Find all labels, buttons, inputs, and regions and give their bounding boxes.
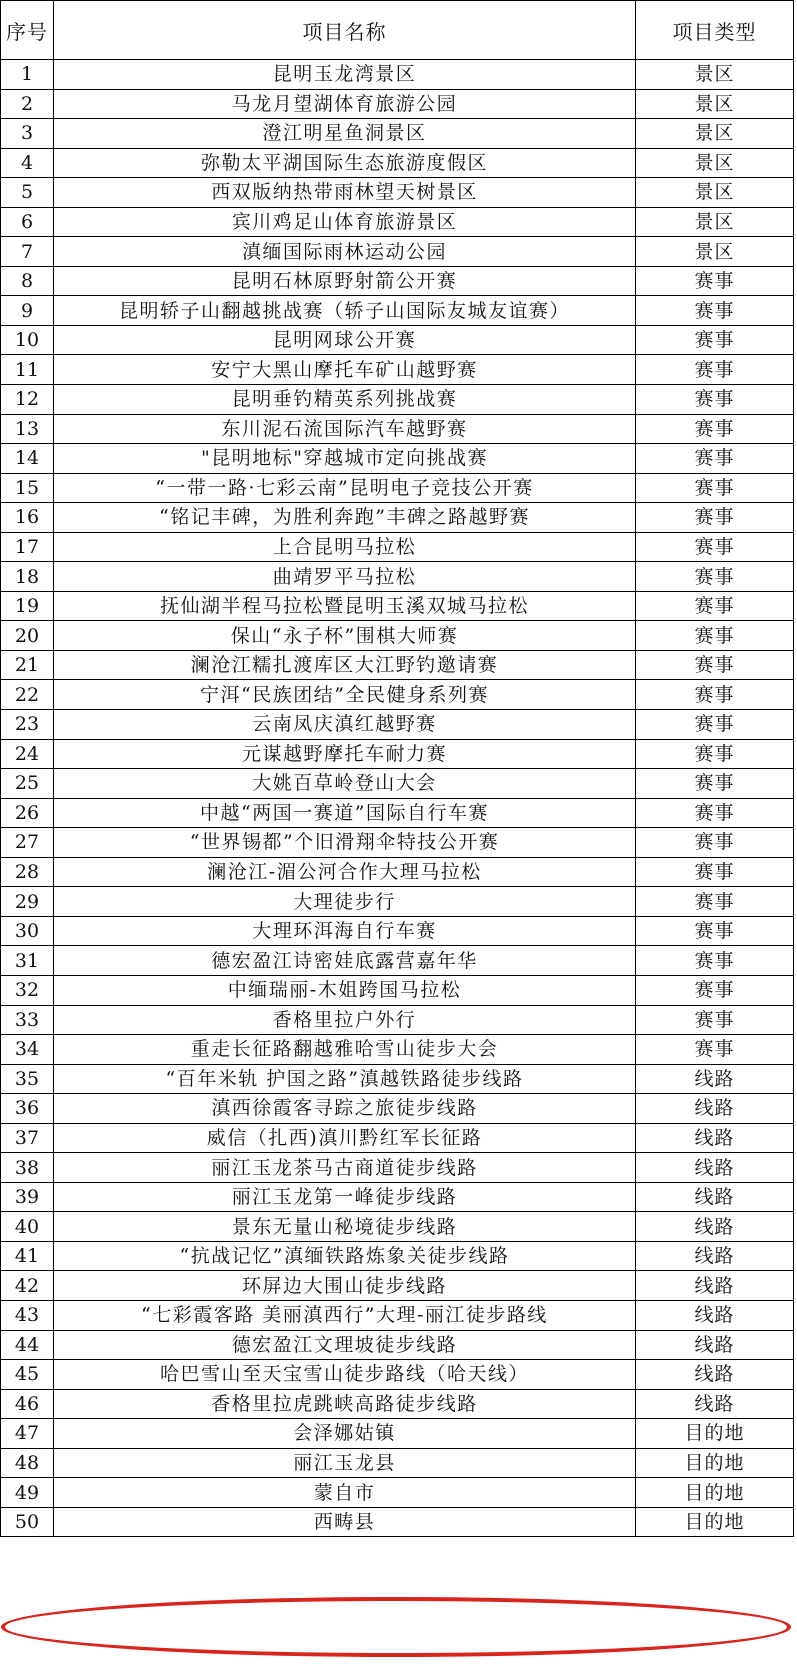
cell-index: 14 <box>1 444 54 474</box>
table-row <box>1 828 794 858</box>
table-row <box>1 562 794 592</box>
cell-index: 43 <box>1 1300 54 1330</box>
cell-index: 36 <box>1 1094 54 1124</box>
table-row <box>1 414 794 444</box>
cell-project-type: 赛事 <box>636 296 794 326</box>
table-row <box>1 385 794 415</box>
table-row <box>1 1153 794 1183</box>
cell-project-name: 云南凤庆滇红越野赛 <box>54 710 636 740</box>
cell-project-type: 景区 <box>636 119 794 149</box>
table-row <box>1 1123 794 1153</box>
table-row <box>1 1064 794 1094</box>
cell-project-type: 线路 <box>636 1389 794 1419</box>
table-row <box>1 1182 794 1212</box>
table-header <box>1 1 794 60</box>
table-row <box>1 1448 794 1478</box>
cell-index: 3 <box>1 119 54 149</box>
table-row <box>1 1330 794 1360</box>
cell-project-name: "昆明地标"穿越城市定向挑战赛 <box>54 444 636 474</box>
cell-project-type: 景区 <box>636 89 794 119</box>
table-row <box>1 591 794 621</box>
table-row <box>1 680 794 710</box>
cell-project-type: 赛事 <box>636 798 794 828</box>
cell-project-name: 昆明轿子山翻越挑战赛（轿子山国际友城友谊赛） <box>54 296 636 326</box>
table-row <box>1 1419 794 1449</box>
table-row <box>1 621 794 651</box>
cell-project-type: 目的地 <box>636 1478 794 1508</box>
cell-index: 40 <box>1 1212 54 1242</box>
cell-project-name: 德宏盈江诗密娃底露营嘉年华 <box>54 946 636 976</box>
cell-project-name: 德宏盈江文理坡徒步线路 <box>54 1330 636 1360</box>
cell-index: 42 <box>1 1271 54 1301</box>
cell-project-type: 赛事 <box>636 385 794 415</box>
cell-project-type: 线路 <box>636 1241 794 1271</box>
cell-index: 31 <box>1 946 54 976</box>
cell-project-type: 赛事 <box>636 591 794 621</box>
cell-index: 34 <box>1 1035 54 1065</box>
table-row <box>1 207 794 237</box>
cell-index: 30 <box>1 916 54 946</box>
cell-project-type: 线路 <box>636 1330 794 1360</box>
cell-project-type: 赛事 <box>636 562 794 592</box>
cell-index: 21 <box>1 650 54 680</box>
cell-project-type: 赛事 <box>636 1005 794 1035</box>
cell-index: 10 <box>1 325 54 355</box>
cell-project-name: 抚仙湖半程马拉松暨昆明玉溪双城马拉松 <box>54 591 636 621</box>
cell-index: 38 <box>1 1153 54 1183</box>
cell-project-name: 东川泥石流国际汽车越野赛 <box>54 414 636 444</box>
table-row <box>1 916 794 946</box>
cell-project-name: 大理徒步行 <box>54 887 636 917</box>
cell-index: 28 <box>1 857 54 887</box>
cell-project-type: 目的地 <box>636 1507 794 1537</box>
cell-project-type: 线路 <box>636 1300 794 1330</box>
cell-index: 29 <box>1 887 54 917</box>
table-row <box>1 325 794 355</box>
cell-project-name: 丽江玉龙县 <box>54 1448 636 1478</box>
cell-project-type: 景区 <box>636 178 794 208</box>
cell-project-type: 赛事 <box>636 680 794 710</box>
table-row <box>1 296 794 326</box>
cell-project-name: 大姚百草岭登山大会 <box>54 769 636 799</box>
cell-project-type: 线路 <box>636 1123 794 1153</box>
cell-index: 45 <box>1 1360 54 1390</box>
cell-project-type: 赛事 <box>636 503 794 533</box>
cell-index: 2 <box>1 89 54 119</box>
table-row <box>1 1478 794 1508</box>
cell-index: 25 <box>1 769 54 799</box>
cell-project-name: 澜沧江糯扎渡库区大江野钓邀请赛 <box>54 650 636 680</box>
cell-index: 33 <box>1 1005 54 1035</box>
cell-project-name: 中缅瑞丽-木姐跨国马拉松 <box>54 975 636 1005</box>
cell-project-type: 线路 <box>636 1360 794 1390</box>
cell-index: 4 <box>1 148 54 178</box>
header-project-type: 项目类型 <box>636 1 794 60</box>
table-row <box>1 1360 794 1390</box>
cell-index: 39 <box>1 1182 54 1212</box>
cell-index: 13 <box>1 414 54 444</box>
cell-project-type: 赛事 <box>636 710 794 740</box>
cell-project-type: 赛事 <box>636 857 794 887</box>
cell-project-name: 昆明石林原野射箭公开赛 <box>54 266 636 296</box>
cell-index: 19 <box>1 591 54 621</box>
cell-project-type: 赛事 <box>636 1035 794 1065</box>
table-row <box>1 946 794 976</box>
cell-project-name: 重走长征路翻越雅哈雪山徒步大会 <box>54 1035 636 1065</box>
table-row <box>1 1389 794 1419</box>
cell-project-name: 中越“两国一赛道”国际自行车赛 <box>54 798 636 828</box>
cell-project-type: 景区 <box>636 207 794 237</box>
cell-index: 11 <box>1 355 54 385</box>
table-row <box>1 650 794 680</box>
cell-project-name: 威信（扎西)滇川黔红军长征路 <box>54 1123 636 1153</box>
table-row <box>1 237 794 267</box>
cell-index: 17 <box>1 532 54 562</box>
cell-project-type: 赛事 <box>636 828 794 858</box>
cell-project-name: 丽江玉龙茶马古商道徒步线路 <box>54 1153 636 1183</box>
table-row <box>1 532 794 562</box>
table-row <box>1 473 794 503</box>
cell-project-name: 弥勒太平湖国际生态旅游度假区 <box>54 148 636 178</box>
table-body <box>1 60 794 1537</box>
cell-index: 24 <box>1 739 54 769</box>
cell-project-name: 香格里拉户外行 <box>54 1005 636 1035</box>
table-row <box>1 178 794 208</box>
header-project-name: 项目名称 <box>54 1 636 60</box>
table-row <box>1 1300 794 1330</box>
cell-project-type: 目的地 <box>636 1419 794 1449</box>
table-row <box>1 355 794 385</box>
cell-index: 1 <box>1 60 54 90</box>
table-row <box>1 1507 794 1537</box>
cell-index: 16 <box>1 503 54 533</box>
cell-index: 18 <box>1 562 54 592</box>
cell-project-name: “世界锡都”个旧滑翔伞特技公开赛 <box>54 828 636 858</box>
cell-project-type: 景区 <box>636 237 794 267</box>
table-row <box>1 1005 794 1035</box>
cell-index: 37 <box>1 1123 54 1153</box>
cell-project-type: 景区 <box>636 148 794 178</box>
cell-project-type: 赛事 <box>636 621 794 651</box>
cell-project-name: 滇缅国际雨林运动公园 <box>54 237 636 267</box>
cell-index: 46 <box>1 1389 54 1419</box>
cell-project-name: “七彩霞客路 美丽滇西行”大理-丽江徒步路线 <box>54 1300 636 1330</box>
table-row <box>1 1241 794 1271</box>
cell-project-type: 赛事 <box>636 946 794 976</box>
table-row <box>1 89 794 119</box>
table-row <box>1 857 794 887</box>
table-row <box>1 60 794 90</box>
cell-project-type: 线路 <box>636 1182 794 1212</box>
cell-project-name: “一带一路·七彩云南”昆明电子竞技公开赛 <box>54 473 636 503</box>
cell-project-name: 景东无量山秘境徒步线路 <box>54 1212 636 1242</box>
table-row <box>1 1271 794 1301</box>
cell-project-name: 昆明网球公开赛 <box>54 325 636 355</box>
table-row <box>1 975 794 1005</box>
table-row <box>1 710 794 740</box>
cell-project-name: 丽江玉龙第一峰徒步线路 <box>54 1182 636 1212</box>
cell-project-name: 西双版纳热带雨林望天树景区 <box>54 178 636 208</box>
cell-index: 6 <box>1 207 54 237</box>
cell-index: 44 <box>1 1330 54 1360</box>
cell-project-type: 线路 <box>636 1271 794 1301</box>
cell-index: 41 <box>1 1241 54 1271</box>
cell-index: 26 <box>1 798 54 828</box>
cell-project-type: 赛事 <box>636 975 794 1005</box>
table-row <box>1 769 794 799</box>
table-row <box>1 739 794 769</box>
cell-index: 8 <box>1 266 54 296</box>
cell-project-type: 赛事 <box>636 444 794 474</box>
cell-project-type: 景区 <box>636 60 794 90</box>
table-row <box>1 444 794 474</box>
table-row <box>1 887 794 917</box>
cell-index: 35 <box>1 1064 54 1094</box>
cell-project-name: 宁洱“民族团结”全民健身系列赛 <box>54 680 636 710</box>
cell-project-type: 赛事 <box>636 414 794 444</box>
cell-index: 47 <box>1 1419 54 1449</box>
table-row <box>1 1035 794 1065</box>
cell-index: 5 <box>1 178 54 208</box>
cell-index: 49 <box>1 1478 54 1508</box>
cell-project-type: 赛事 <box>636 532 794 562</box>
cell-project-name: 曲靖罗平马拉松 <box>54 562 636 592</box>
cell-project-name: 元谋越野摩托车耐力赛 <box>54 739 636 769</box>
cell-project-name: 马龙月望湖体育旅游公园 <box>54 89 636 119</box>
cell-project-type: 赛事 <box>636 916 794 946</box>
cell-project-name: 滇西徐霞客寻踪之旅徒步线路 <box>54 1094 636 1124</box>
cell-project-name: 香格里拉虎跳峡高路徒步线路 <box>54 1389 636 1419</box>
cell-project-type: 赛事 <box>636 355 794 385</box>
cell-index: 27 <box>1 828 54 858</box>
cell-project-name: 环屏边大围山徒步线路 <box>54 1271 636 1301</box>
cell-project-type: 目的地 <box>636 1448 794 1478</box>
cell-project-name: 会泽娜姑镇 <box>54 1419 636 1449</box>
header-index: 序号 <box>1 1 54 60</box>
cell-project-type: 赛事 <box>636 769 794 799</box>
cell-index: 7 <box>1 237 54 267</box>
cell-project-type: 赛事 <box>636 473 794 503</box>
cell-index: 15 <box>1 473 54 503</box>
cell-index: 23 <box>1 710 54 740</box>
cell-project-type: 线路 <box>636 1153 794 1183</box>
cell-index: 9 <box>1 296 54 326</box>
cell-project-type: 赛事 <box>636 266 794 296</box>
cell-project-name: “铭记丰碑，为胜利奔跑”丰碑之路越野赛 <box>54 503 636 533</box>
table-row <box>1 1094 794 1124</box>
cell-project-name: 澜沧江-湄公河合作大理马拉松 <box>54 857 636 887</box>
red-highlight-ellipse <box>1 1597 791 1657</box>
cell-project-name: 西畴县 <box>54 1507 636 1537</box>
cell-project-name: 哈巴雪山至天宝雪山徒步路线（哈天线） <box>54 1360 636 1390</box>
cell-project-name: 保山“永子杯”围棋大师赛 <box>54 621 636 651</box>
cell-project-name: 澄江明星鱼洞景区 <box>54 119 636 149</box>
cell-project-type: 赛事 <box>636 887 794 917</box>
cell-project-name: 安宁大黑山摩托车矿山越野赛 <box>54 355 636 385</box>
cell-project-type: 线路 <box>636 1064 794 1094</box>
cell-project-type: 线路 <box>636 1094 794 1124</box>
cell-project-type: 赛事 <box>636 325 794 355</box>
cell-project-type: 赛事 <box>636 739 794 769</box>
cell-index: 48 <box>1 1448 54 1478</box>
cell-project-name: 宾川鸡足山体育旅游景区 <box>54 207 636 237</box>
table-row <box>1 1212 794 1242</box>
header-row <box>1 1 794 60</box>
table-row <box>1 119 794 149</box>
cell-index: 32 <box>1 975 54 1005</box>
cell-project-type: 赛事 <box>636 650 794 680</box>
table-row <box>1 798 794 828</box>
cell-project-name: 昆明玉龙湾景区 <box>54 60 636 90</box>
cell-index: 22 <box>1 680 54 710</box>
cell-project-name: “百年米轨 护国之路”滇越铁路徒步线路 <box>54 1064 636 1094</box>
cell-project-name: “抗战记忆”滇缅铁路炼象关徒步线路 <box>54 1241 636 1271</box>
table-row <box>1 266 794 296</box>
cell-index: 50 <box>1 1507 54 1537</box>
cell-project-type: 线路 <box>636 1212 794 1242</box>
table-row <box>1 503 794 533</box>
cell-index: 12 <box>1 385 54 415</box>
cell-index: 20 <box>1 621 54 651</box>
cell-project-name: 蒙自市 <box>54 1478 636 1508</box>
cell-project-name: 昆明垂钓精英系列挑战赛 <box>54 385 636 415</box>
cell-project-name: 大理环洱海自行车赛 <box>54 916 636 946</box>
cell-project-name: 上合昆明马拉松 <box>54 532 636 562</box>
table-row <box>1 148 794 178</box>
